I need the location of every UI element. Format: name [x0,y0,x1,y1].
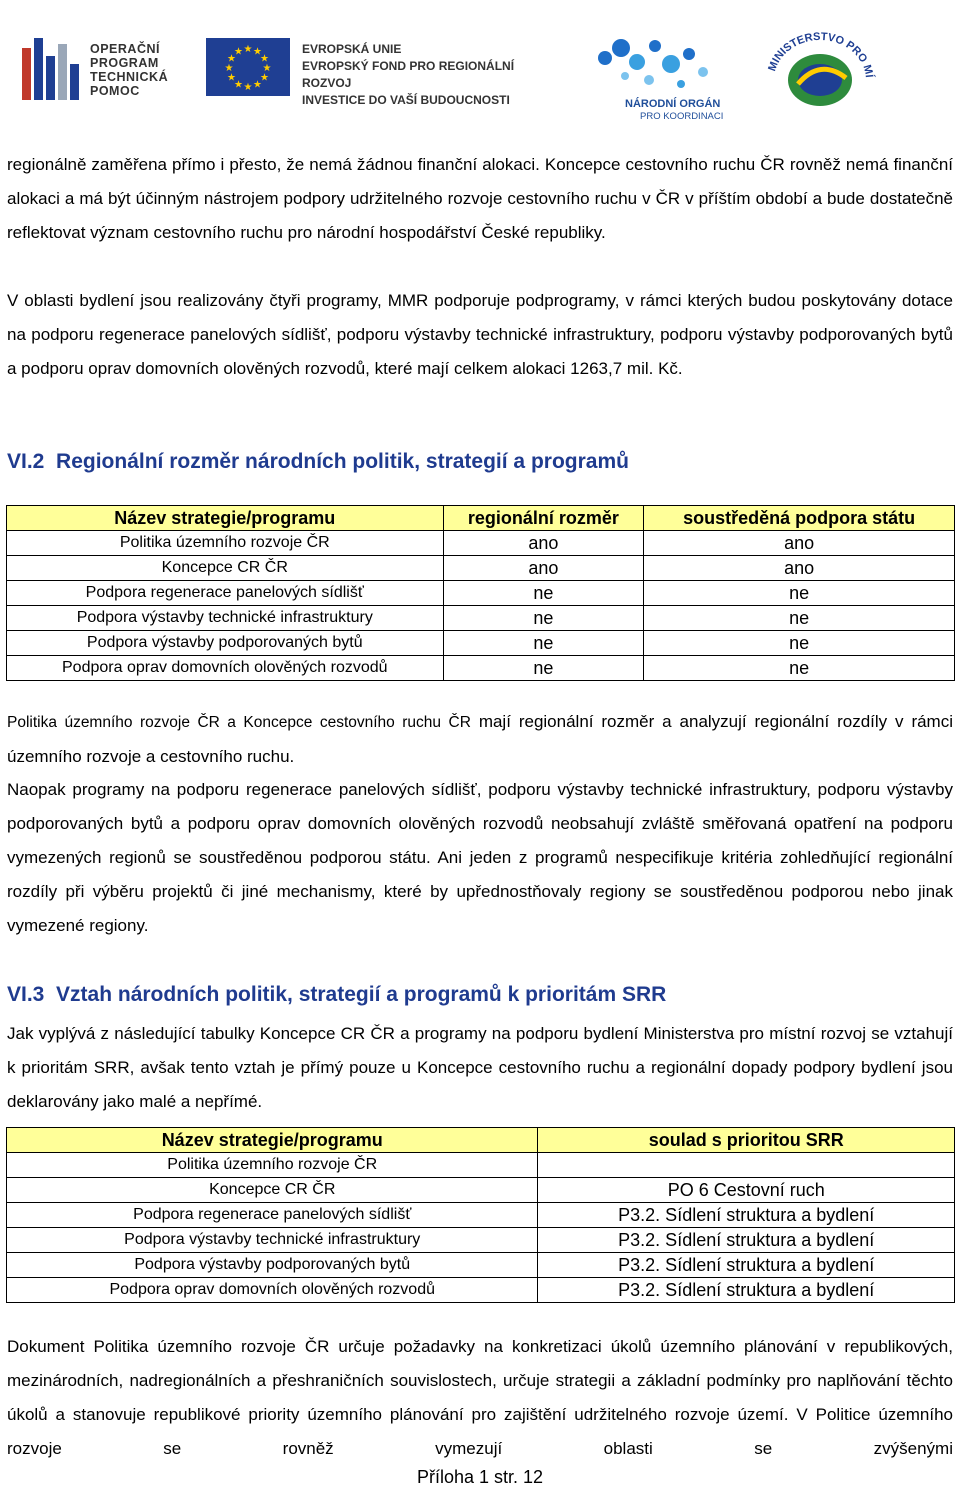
table-srr-priorities [6,1127,955,1303]
heading-vi3: VI.3 Vztah národních politik, strategií a programů k prioritám SRR [7,983,667,1006]
eu-star-icon: ★ [224,63,234,74]
paragraph-pur: Dokument Politika územního rozvoje ČR určuje požadavky na konkretizaci úkolů územního plánování v republikových, mezinárodních, nadregionálních a přeshraničních souvislostech, určuje strategii a základní podmínky pro naplňování těchto úkolů a stanovuje republikové priority územního plánování pro zajištění udržitelného rozvoje území. V Politice územního rozvoje se rovněž vymezují oblasti se zvýšenými [7,1337,953,1458]
table-row: Podpora výstavby technické infrastruktury ne ne [7,606,955,631]
eu-star-icon: ★ [243,82,253,93]
optp-bars-icon [22,38,82,100]
eu-logo [206,38,546,107]
table-row: Politika územního rozvoje ČR ano ano [7,531,955,556]
col-header-regional: regionální rozměr [443,506,644,531]
table-row: Podpora regenerace panelových sídlišť ne ne [7,581,955,606]
table-header-row [7,1128,955,1153]
nok-logo [585,30,735,125]
table-row: Podpora výstavby podporovaných bytů ne ne [7,631,955,656]
eu-star-icon: ★ [227,72,236,84]
eu-star-icon: ★ [260,53,269,65]
eu-star-icon: ★ [253,46,262,58]
eu-star-icon: ★ [234,46,243,58]
nok-title: NÁRODNÍ ORGÁN [625,98,721,110]
table-row: Koncepce CR ČR PO 6 Cestovní ruch [7,1178,955,1203]
table-row: Koncepce CR ČR ano ano [7,556,955,581]
table-header-row [7,506,955,531]
table-row: Politika územního rozvoje ČR [7,1153,955,1178]
nok-subtitle: PRO KOORDINACI [640,111,724,122]
mmr-arc-text: MINISTERSTVO PRO MÍ [766,30,875,79]
eu-star-icon: ★ [260,72,269,84]
table-row: Podpora oprav domovních olověných rozvodů ne ne [7,656,955,681]
col-header-srr: soulad s prioritou SRR [538,1128,955,1153]
mmr-emblem-icon [760,28,880,118]
table-row: Podpora výstavby podporovaných bytů P3.2. Sídlení struktura a bydlení [7,1253,955,1278]
col-header-support: soustředěná podpora státu [644,506,955,531]
optp-logo [22,38,182,108]
paragraph-housing: V oblasti bydlení jsou realizovány čtyři programy, MMR podporuje podprogramy, v rámci kterých budou poskytovány dotace na podporu regenerace panelových sídlišť, podporu výstavby technické infrastruktury, podporu výstavby podporovaných bytů a podporu oprav domovních olověných rozvodů, které mají celkem alokaci 1263,7 mil. Kč. [7,291,953,378]
paragraph-regional-analysis: Politika územního rozvoje ČR a Koncepce cestovního ruchu ČR mají regionální rozměr a analyzují regionální rozdíly v rámci územního rozvoje a cestovního ruchu. [7,712,953,766]
paragraph-programs: Naopak programy na podporu regenerace panelových sídlišť, podporu výstavby technické infrastruktury, podporu výstavby podporovaných bytů a podporu oprav domovních olověných rozvodů neobsahují zvláště směřovaná opatření na podporu vymezených regionů se soustředěnou podporou státu. Ani jeden z programů nespecifikuje kritéria zohledňující regionální rozdíly při výběru projektů či jiné mechanismy, které by upřednostňovaly regiony se soustředěnou podporou nebo jinak vymezené regiony. [7,780,953,935]
eu-star-icon: ★ [262,63,272,74]
eu-text: EVROPSKÁ UNIE EVROPSKÝ FOND PRO REGIONÁLNÍ ROZVOJ INVESTICE DO VAŠÍ BUDOUCNOSTI [302,42,515,107]
table-regional-dimension [6,505,955,681]
paragraph-intro: regionálně zaměřena přímo i přesto, že nemá žádnou finanční alokaci. Koncepce cestovního ruchu ČR rovněž nemá finanční alokaci a má být účinným nástrojem podpory udržitelného rozvoje cestovního ruchu v ČR v příštím období a bude dostatečně reflektovat význam cestovního ruchu pro národní hospodářství České republiky. [7,155,953,242]
header-logos [0,0,960,130]
eu-star-icon: ★ [234,79,243,91]
eu-star-icon: ★ [243,44,253,55]
eu-star-icon: ★ [253,79,262,91]
table-row: Podpora oprav domovních olověných rozvodů P3.2. Sídlení struktura a bydlení [7,1278,955,1303]
eu-star-icon: ★ [227,53,236,65]
heading-vi2: VI.2 Regionální rozměr národních politik, strategií a programů [7,450,629,473]
nok-dots-icon [585,30,735,98]
page-footer: Příloha 1 str. 12 [416,1467,544,1487]
table-row: Podpora výstavby technické infrastruktury P3.2. Sídlení struktura a bydlení [7,1228,955,1253]
table-row: Podpora regenerace panelových sídlišť P3.2. Sídlení struktura a bydlení [7,1203,955,1228]
mmr-logo [760,28,880,118]
col-header-name: Název strategie/programu [7,506,444,531]
col-header-name: Název strategie/programu [7,1128,538,1153]
paragraph-srr-relation: Jak vyplývá z následující tabulky Koncepce CR ČR a programy na podporu bydlení Ministerstva pro místní rozvoj se vztahují k prioritám SRR, avšak tento vztah je přímý pouze u Koncepce cestovního ruchu a regionální dopady podpory bydlení jsou deklarovány jako malé a nepřímé. [7,1024,953,1111]
eu-flag-icon [206,38,290,96]
optp-text: OPERAČNÍ PROGRAM TECHNICKÁ POMOC [90,42,169,98]
